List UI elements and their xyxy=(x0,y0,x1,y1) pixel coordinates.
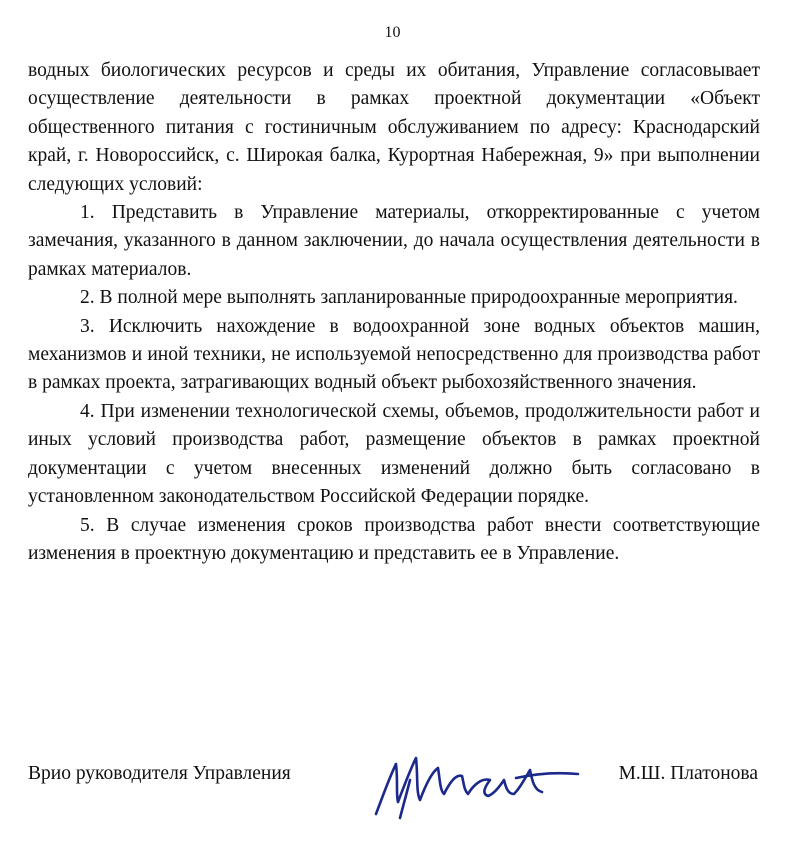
signature-block xyxy=(28,740,760,830)
condition-1: 1. Представить в Управление материалы, откорректированные с учетом замечания, указанного в данном заключении, до начала осуществления деятельности в рамках материалов. xyxy=(28,202,760,280)
signer-name: М.Ш. Платонова xyxy=(618,763,758,784)
signer-title: Врио руководителя Управления xyxy=(28,763,291,784)
condition-2: 2. В полной мере выполнять запланированные природоохранные мероприятия. xyxy=(80,287,738,309)
condition-4: 4. При изменении технологической схемы, объемов, продолжительности работ и иных условий производства работ, размещение объектов в рамках проектной документации с учетом внесенных изменений должно быть согласовано в установленном законодательством Российской Федерации порядке. xyxy=(28,400,760,508)
intro-paragraph: водных биологических ресурсов и среды их обитания, Управление согласовывает осуществление деятельности в рамках проектной документации «Объект общественного питания с гостиничным обслуживанием по адресу: Краснодарский край, г. Новороссийск, с. Широкая балка, Курортная Набережная, 9» при выполнении следующих условий: xyxy=(28,60,760,195)
condition-3: 3. Исключить нахождение в водоохранной зоне водных объектов машин, механизмов и иной техники, не используемой непосредственно для производства работ в рамках проекта, затрагивающих водный объект рыбохозяйственного значения. xyxy=(28,315,760,394)
document-body xyxy=(28,57,760,568)
condition-5: 5. В случае изменения сроков производства работ внести соответствующие изменения в проектную документацию и представить ее в Управление. xyxy=(28,514,760,564)
page-number: 10 xyxy=(384,24,401,41)
handwritten-signature xyxy=(366,740,586,820)
